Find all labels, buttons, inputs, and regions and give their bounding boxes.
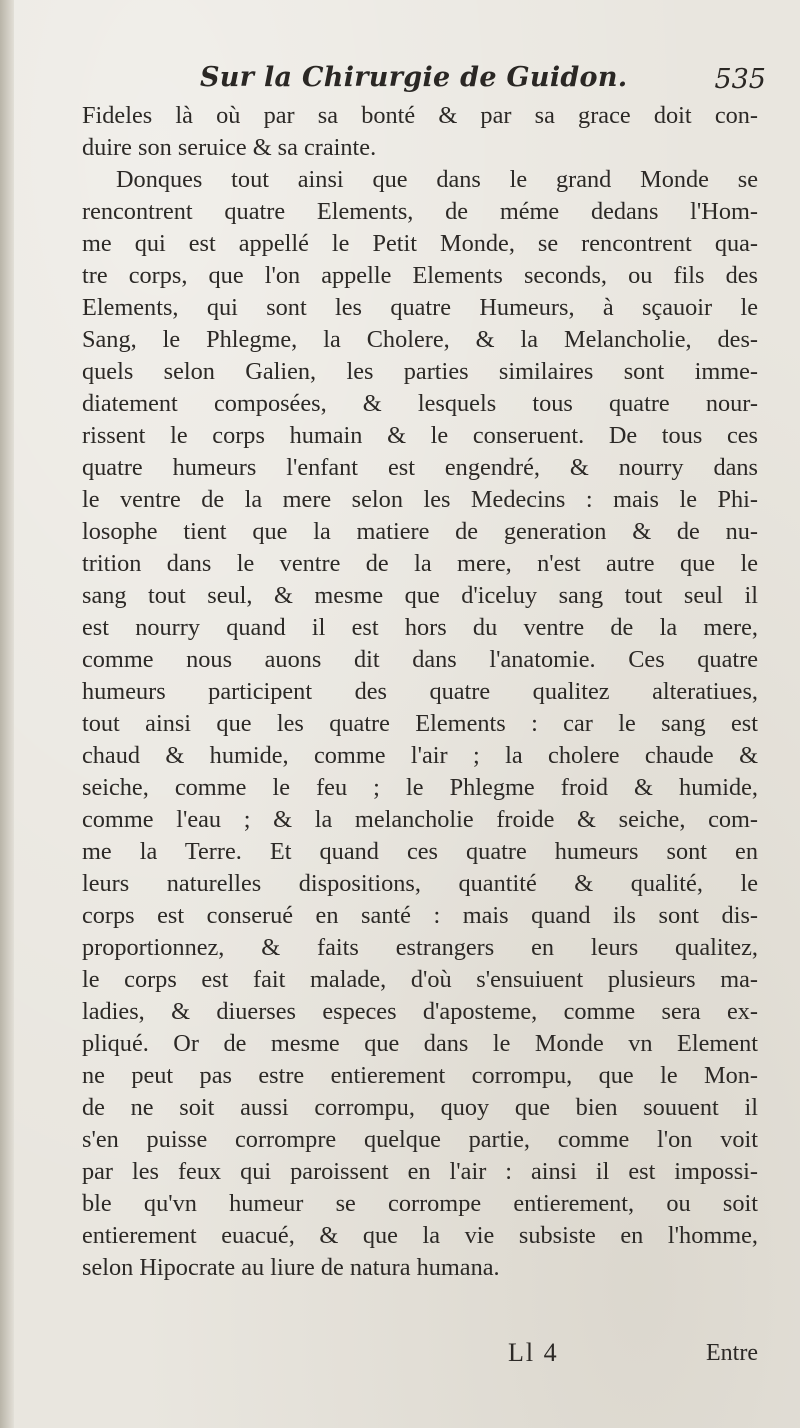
text-line: tout ainsi que les quatre Elements : car le sang est [82,710,758,737]
text-line: proportionnez, & faits estrangers en leurs qualitez, [82,934,758,961]
text-line: selon Hipocrate au liure de natura humana. [82,1254,500,1281]
text-line: tre corps, que l'on appelle Elements seconds, ou fils des [82,262,758,289]
text-line: trition dans le ventre de la mere, n'est autre que le [82,550,758,577]
text-line: seiche, comme le feu ; le Phlegme froid & humide, [82,774,758,801]
text-line: me qui est appellé le Petit Monde, se rencontrent qua- [82,230,758,257]
text-line: ne peut pas estre entierement corrompu, que le Mon- [82,1062,758,1089]
text-line: duire son seruice & sa crainte. [82,134,377,161]
text-line: comme nous auons dit dans l'anatomie. Ces quatre [82,646,758,673]
text-line: comme l'eau ; & la melancholie froide & seiche, com- [82,806,758,833]
text-line: s'en puisse corrompre quelque partie, comme l'on voit [82,1126,758,1153]
text-line: est nourry quand il est hors du ventre de la mere, [82,614,758,641]
text-line: le corps est fait malade, d'où s'ensuiuent plusieurs ma- [82,966,758,993]
signature-mark: Ll 4 [508,1338,559,1367]
page-footer [82,1338,758,1374]
text-line: losophe tient que la matiere de generation & de nu- [82,518,758,545]
text-line: quels selon Galien, les parties similaires sont imme- [82,358,758,385]
text-line: quatre humeurs l'enfant est engendré, & nourry dans [82,454,758,481]
text-line: par les feux qui paroissent en l'air : ainsi il est impossi- [82,1158,758,1185]
text-line: Elements, qui sont les quatre Humeurs, à sçauoir le [82,294,758,321]
text-line: le ventre de la mere selon les Medecins : mais le Phi- [82,486,758,513]
text-line: entierement euacué, & que la vie subsiste en l'homme, [82,1222,758,1249]
text-line: leurs naturelles dispositions, quantité & qualité, le [82,870,758,897]
text-line: humeurs participent des quatre qualitez alteratiues, [82,678,758,705]
text-line: pliqué. Or de mesme que dans le Monde vn Element [82,1030,758,1057]
text-line: ladies, & diuerses especes d'aposteme, comme sera ex- [82,998,758,1025]
text-line: rissent le corps humain & le conseruent. De tous ces [82,422,758,449]
text-line: rencontrent quatre Elements, de méme dedans l'Hom- [82,198,758,225]
page-header [82,62,772,104]
running-title: Sur la Chirurgie de Guidon. [200,62,628,93]
catchword: Entre [706,1340,758,1366]
text-line: Fideles là où par sa bonté & par sa grace doit con- [82,102,758,129]
binding-gutter [0,0,14,1428]
text-line: de ne soit aussi corrompu, quoy que bien souuent il [82,1094,758,1121]
page-number: 535 [714,64,766,95]
body-text [82,100,758,1284]
text-line: Sang, le Phlegme, la Cholere, & la Melancholie, des- [82,326,758,353]
text-line: ble qu'vn humeur se corrompe entierement, ou soit [82,1190,758,1217]
text-line: diatement composées, & lesquels tous quatre nour- [82,390,758,417]
text-line: Donques tout ainsi que dans le grand Monde se [116,166,758,193]
text-line: sang tout seul, & mesme que d'iceluy sang tout seul il [82,582,758,609]
text-line: corps est conserué en santé : mais quand ils sont dis- [82,902,758,929]
text-line: me la Terre. Et quand ces quatre humeurs sont en [82,838,758,865]
text-line: chaud & humide, comme l'air ; la cholere chaude & [82,742,758,769]
